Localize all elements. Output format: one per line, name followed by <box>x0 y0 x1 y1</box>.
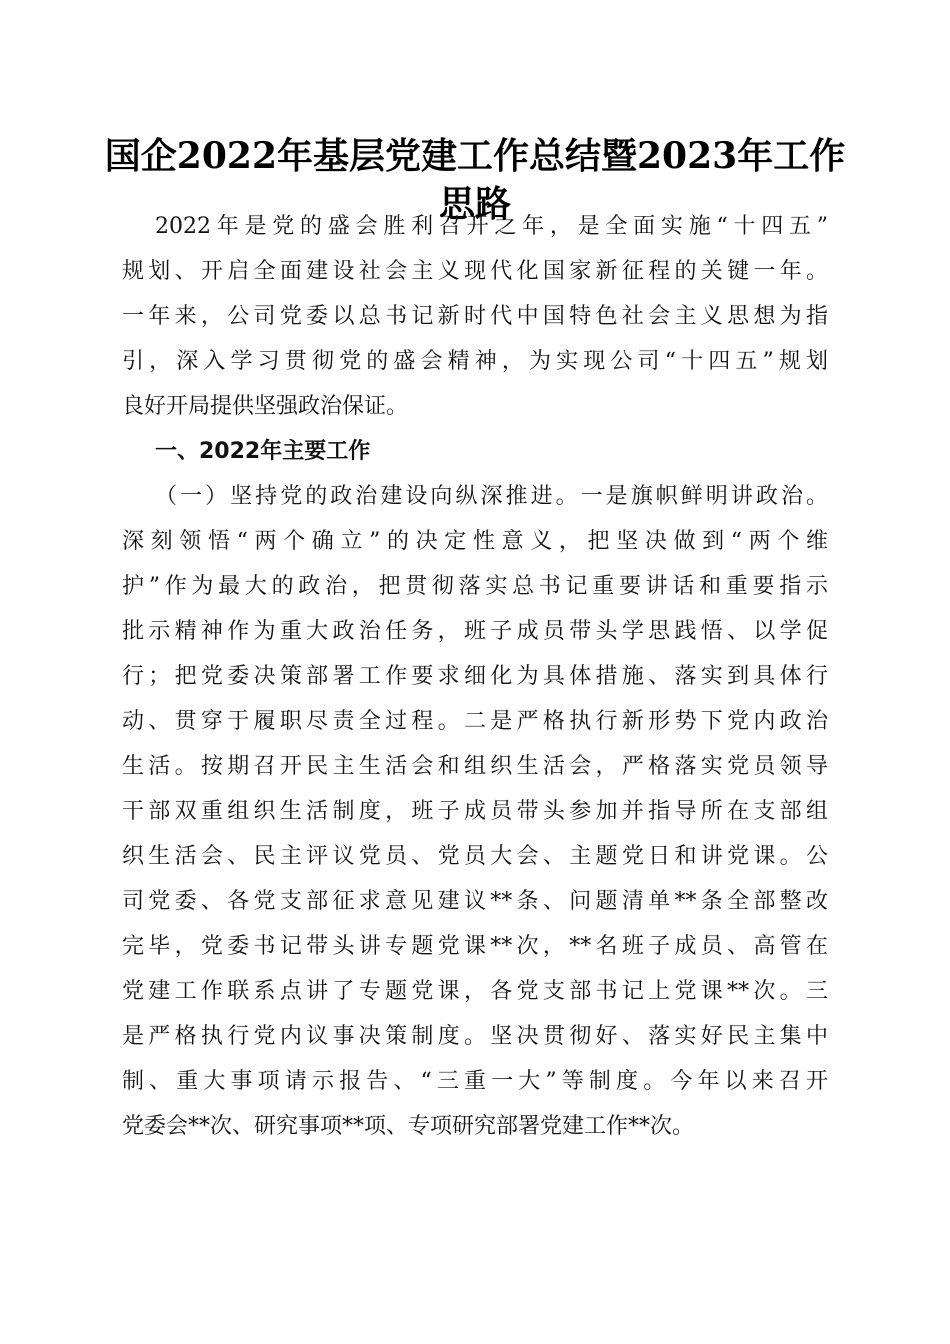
intro-line-2: 规划、开启全面建设社会主义现代化国家新征程的关键一年。 <box>122 259 828 284</box>
intro-line-3: 一年来，公司党委以总书记新时代中国特色社会主义思想为指 <box>122 304 828 329</box>
title-line-2: 思路 <box>438 183 511 225</box>
intro-line-5: 良好开局提供坚强政治保证。 <box>122 394 409 419</box>
intro-line-4: 引，深入学习贯彻党的盛会精神，为实现公司“十四五”规划 <box>122 349 828 374</box>
section-line-10: 司党委、各党支部征求意见建议**条、问题清单**条全部整改 <box>122 889 828 914</box>
section-line-15: 党委会**次、研究事项**项、专项研究部署党建工作**次。 <box>122 1114 695 1139</box>
intro-line-1: 2022年是党的盛会胜利召开之年，是全面实施“十四五” <box>155 214 828 239</box>
section-line-7: 生活。按期召开民主生活会和组织生活会，严格落实党员领导 <box>122 754 828 779</box>
section-line-4: 批示精神作为重大政治任务，班子成员带头学思践悟、以学促 <box>122 619 828 644</box>
document-body <box>122 204 828 1149</box>
section-line-2: 深刻领悟“两个确立”的决定性意义，把坚决做到“两个维 <box>122 529 828 554</box>
section-line-6: 动、贯穿于履职尽责全过程。二是严格执行新形势下党内政治 <box>122 709 828 734</box>
section-line-11: 完毕，党委书记带头讲专题党课**次，**名班子成员、高管在 <box>122 934 828 959</box>
section-line-5: 行；把党委决策部署工作要求细化为具体措施、落实到具体行 <box>122 664 828 689</box>
section-heading: 一、2022年主要工作 <box>155 439 371 464</box>
section-line-3: 护”作为最大的政治，把贯彻落实总书记重要讲话和重要指示 <box>122 574 828 599</box>
section-line-9: 织生活会、民主评议党员、党员大会、主题党日和讲党课。公 <box>122 844 828 869</box>
section-line-8: 干部双重组织生活制度，班子成员带头参加并指导所在支部组 <box>122 799 828 824</box>
title-line-1: 国企2022年基层党建工作总结暨2023年工作 <box>104 135 846 177</box>
section-line-12: 党建工作联系点讲了专题党课，各党支部书记上党课**次。三 <box>122 979 828 1004</box>
section-line-1: （一）坚持党的政治建设向纵深推进。一是旗帜鲜明讲政治。 <box>155 484 828 509</box>
section-line-14: 制、重大事项请示报告、“三重一大”等制度。今年以来召开 <box>122 1069 828 1094</box>
section-line-13: 是严格执行党内议事决策制度。坚决贯彻好、落实好民主集中 <box>122 1024 828 1049</box>
